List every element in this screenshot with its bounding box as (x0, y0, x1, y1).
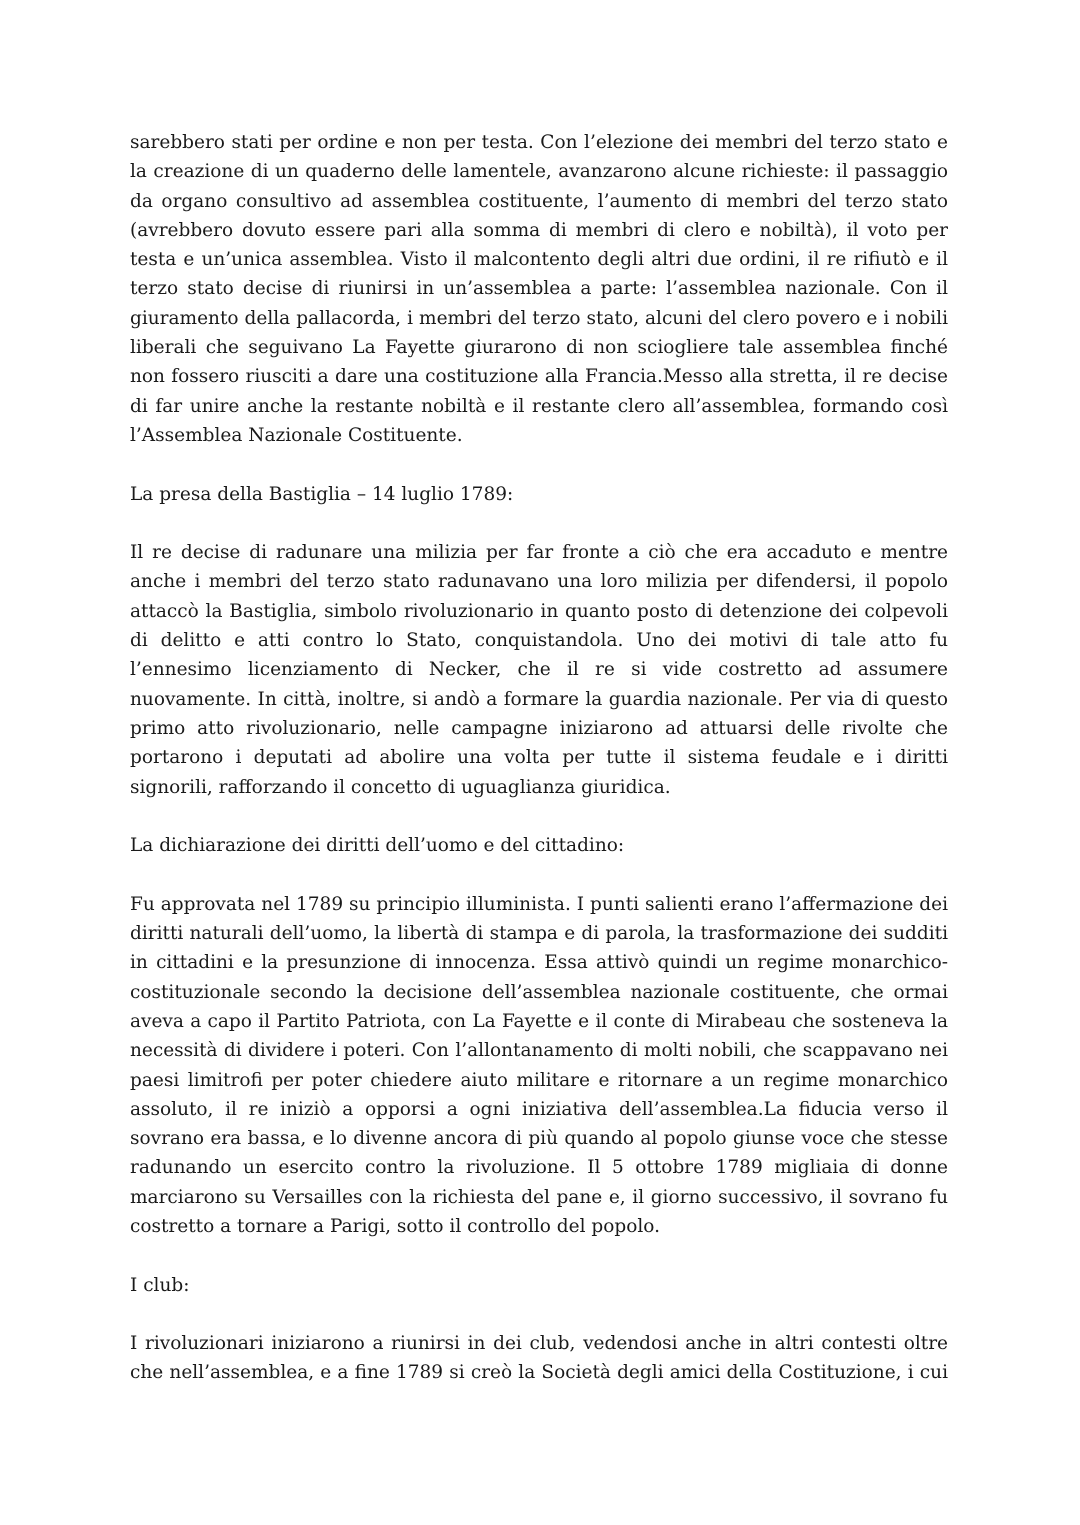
document-page (130, 128, 948, 1417)
paragraph-terzo-stato: sarebbero stati per ordine e non per testa. Con l’elezione dei membri del terzo stato e la creazione di un quaderno delle lamentele, avanzarono alcune richieste: il passaggio da organo consultivo ad assemblea costituente, l’aumento di membri del terzo stato (avrebbero dovuto essere pari alla somma di membri di clero e nobiltà), il voto per testa e un’unica assemblea. Visto il malcontento degli altri due ordini, il re rifiutò e il terzo stato decise di riunirsi in un’assemblea a parte: l’assemblea nazionale. Con il giuramento della pallacorda, i membri del terzo stato, alcuni del clero povero e i nobili liberali che seguivano La Fayette giurarono di non sciogliere tale assemblea finché non fossero riusciti a dare una costituzione alla Francia.Messo alla stretta, il re decise di far unire anche la restante nobiltà e il restante clero all’assemblea, formando così l’Assemblea Nazionale Costituente. (130, 132, 948, 446)
paragraph-dichiarazione: Fu approvata nel 1789 su principio illuminista. I punti salienti erano l’affermazione dei diritti naturali dell’uomo, la libertà di stampa e di parola, la trasformazione dei sudditi in cittadini e la presunzione di innocenza. Essa attivò quindi un regime monarchico-costituzionale secondo la decisione dell’assemblea nazionale costituente, che ormai aveva a capo il Partito Patriota, con La Fayette e il conte di Mirabeau che sosteneva la necessità di dividere i poteri. Con l’allontanamento di molti nobili, che scappavano nei paesi limitrofi per poter chiedere aiuto militare e ritornare a un regime monarchico assoluto, il re iniziò a opporsi a ogni iniziativa dell’assemblea.La fiducia verso il sovrano era bassa, e lo divenne ancora di più quando al popolo giunse voce che stesse radunando un esercito contro la rivoluzione. Il 5 ottobre 1789 migliaia di donne marciarono su Versailles con la richiesta del pane e, il giorno successivo, il sovrano fu costretto a tornare a Parigi, sotto il controllo del popolo. (130, 893, 948, 1237)
heading-club: I club: (130, 1274, 190, 1296)
heading-presa-bastiglia: La presa della Bastiglia – 14 luglio 1789: (130, 483, 514, 505)
heading-dichiarazione-diritti: La dichiarazione dei diritti dell’uomo e del cittadino: (130, 835, 625, 857)
paragraph-bastiglia: Il re decise di radunare una milizia per far fronte a ciò che era accaduto e mentre anche i membri del terzo stato radunavano una loro milizia per difendersi, il popolo attaccò la Bastiglia, simbolo rivoluzionario in quanto posto di detenzione dei colpevoli di delitto e atti contro lo Stato, conquistandola. Uno dei motivi di tale atto fu l’ennesimo licenziamento di Necker, che il re si vide costretto ad assumere nuovamente. In città, inoltre, si andò a formare la guardia nazionale. Per via di questo primo atto rivoluzionario, nelle campagne iniziarono ad attuarsi delle rivolte che portarono i deputati ad abolire una volta per tutte il sistema feudale e i diritti signorili, rafforzando il concetto di uguaglianza giuridica. (130, 542, 948, 798)
paragraph-club: I rivoluzionari iniziarono a riunirsi in dei club, vedendosi anche in altri contesti oltre che nell’assemblea, e a fine 1789 si creò la Società degli amici della Costituzione, i cui (130, 1333, 948, 1384)
